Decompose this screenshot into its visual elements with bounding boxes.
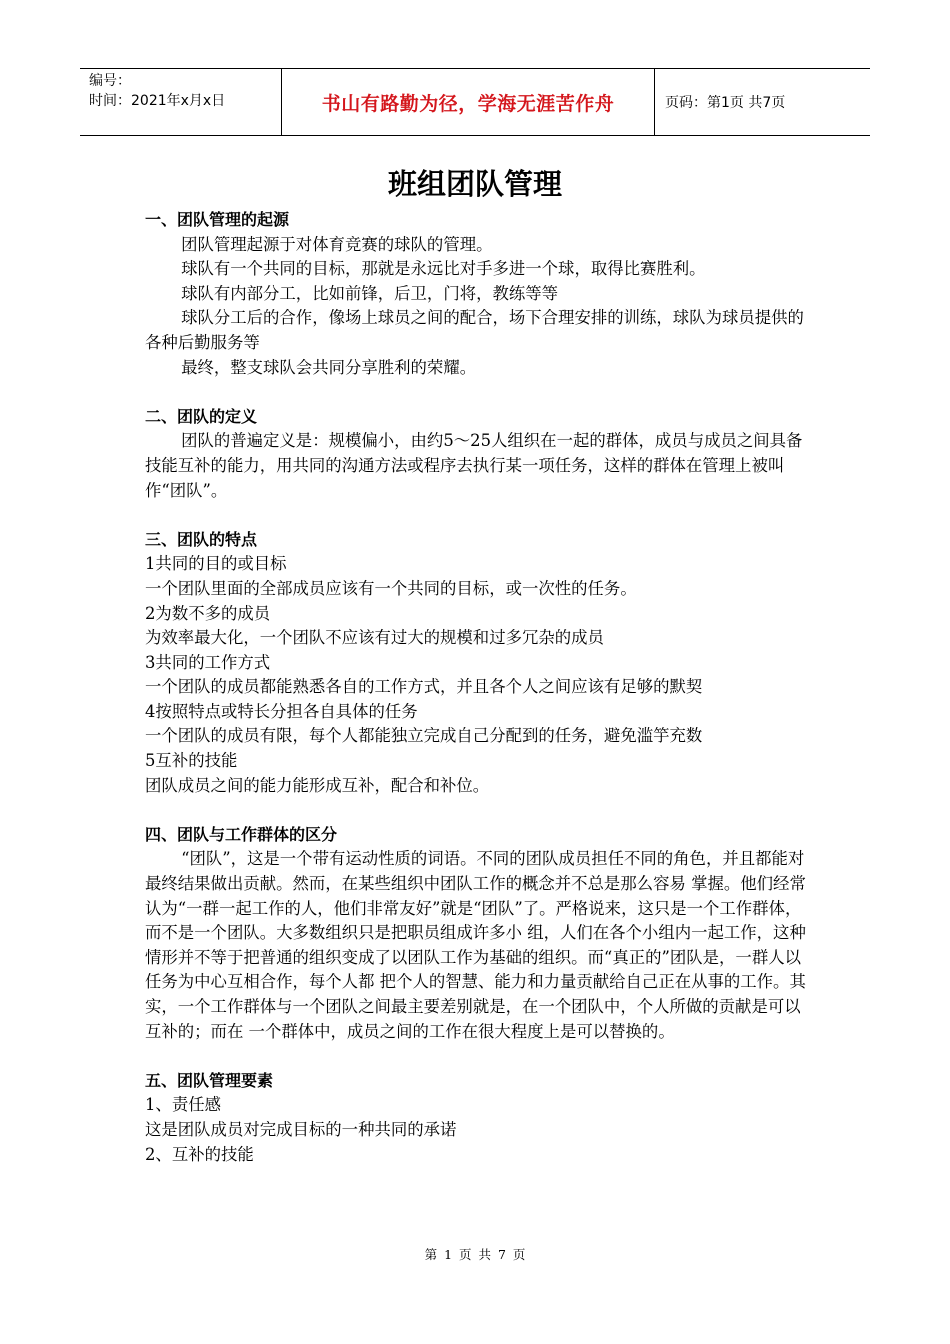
paragraph: “团队”，这是一个带有运动性质的词语。不同的团队成员担任不同的角色，并且都能对最终结果做出贡献。然而，在某些组织中团队工作的概念并不总是那么容易 掌握。他们经常认为“一群一起工作的人，他们非常友好”就是“团队”了。严格说来，这只是一个工作群体，而不是一个团队。大多数组织只是把职员组成许多小 组，人们在各个小组内一起工作，这种情形并不等于把普通的组织变成了以团队工作为基础的组织。而“真正的”团队是，一群人以任务为中心互相合作，每个人都 把个人的智慧、能力和力量贡献给自己正在从事的工作。其实，一个工作群体与一个团队之间最主要差别就是，在一个团队中，个人所做的贡献是可以互补的；而在 一个群体中，成员之间的工作在很大程度上是可以替换的。 [145, 849, 806, 1041]
section-heading: 二、团队的定义 [145, 406, 258, 426]
number-label: 编号： [89, 73, 131, 89]
list-item-title: 3共同的工作方式 [145, 652, 271, 672]
list-item-desc: 一个团队里面的全部成员应该有一个共同的目标，或一次性的任务。 [145, 578, 637, 598]
list-item-title: 1共同的目的或目标 [145, 554, 287, 574]
paragraph: 球队有一个共同的目标，那就是永远比对手多进一个球，取得比赛胜利。 [181, 259, 706, 279]
document-title: 班组团队管理 [387, 167, 562, 201]
list-item-title: 1、责任感 [145, 1095, 221, 1115]
list-item-title: 2为数不多的成员 [145, 603, 271, 623]
spacer [145, 503, 810, 528]
list-item-desc: 团队成员之间的能力能形成互补，配合和补位。 [145, 775, 490, 795]
document-header [80, 68, 870, 136]
document-body [145, 208, 810, 1167]
paragraph: 球队有内部分工，比如前锋，后卫，门将，教练等等 [181, 283, 559, 303]
section-heading: 四、团队与工作群体的区分 [145, 824, 338, 844]
paragraph: 球队分工后的合作，像场上球员之间的配合，场下合理安排的训练，球队为球员提供的各种后勤服务等 [145, 308, 804, 352]
paragraph: 团队管理起源于对体育竞赛的球队的管理。 [181, 234, 493, 254]
list-item-desc: 一个团队的成员有限，每个人都能独立完成自己分配到的任务，避免滥竽充数 [145, 726, 703, 746]
header-meta-cell [80, 69, 282, 135]
spacer [145, 380, 810, 405]
list-item-desc: 一个团队的成员都能熟悉各自的工作方式，并且各个人之间应该有足够的默契 [145, 677, 703, 697]
list-item-title: 4按照特点或特长分担各自具体的任务 [145, 701, 418, 721]
section-heading: 五、团队管理要素 [145, 1070, 274, 1090]
list-item-desc: 为效率最大化，一个团队不应该有过大的规模和过多冗杂的成员 [145, 628, 604, 648]
paragraph: 团队的普遍定义是：规模偏小，由约5～25人组织在一起的群体，成员与成员之间具备技能互补的能力，用共同的沟通方法或程序去执行某一项任务，这样的群体在管理上被叫作“团队”。 [145, 431, 803, 500]
list-item-title: 2、互补的技能 [145, 1144, 254, 1164]
page-footer: 第 1 页 共 7 页 [424, 1247, 526, 1262]
section-heading: 一、团队管理的起源 [145, 210, 290, 229]
section-heading: 三、团队的特点 [145, 529, 258, 549]
spacer [145, 798, 810, 823]
list-item-desc: 这是团队成员对完成目标的一种共同的承诺 [145, 1119, 457, 1139]
header-motto: 书山有路勤为径，学海无涯苦作舟 [282, 69, 655, 135]
time-label: 时间：2021年x月x日 [89, 93, 226, 109]
header-page-info: 页码：第1页 共7页 [665, 95, 786, 111]
list-item-title: 5互补的技能 [145, 751, 238, 771]
paragraph: 最终，整支球队会共同分享胜利的荣耀。 [181, 357, 477, 377]
spacer [145, 1044, 810, 1069]
